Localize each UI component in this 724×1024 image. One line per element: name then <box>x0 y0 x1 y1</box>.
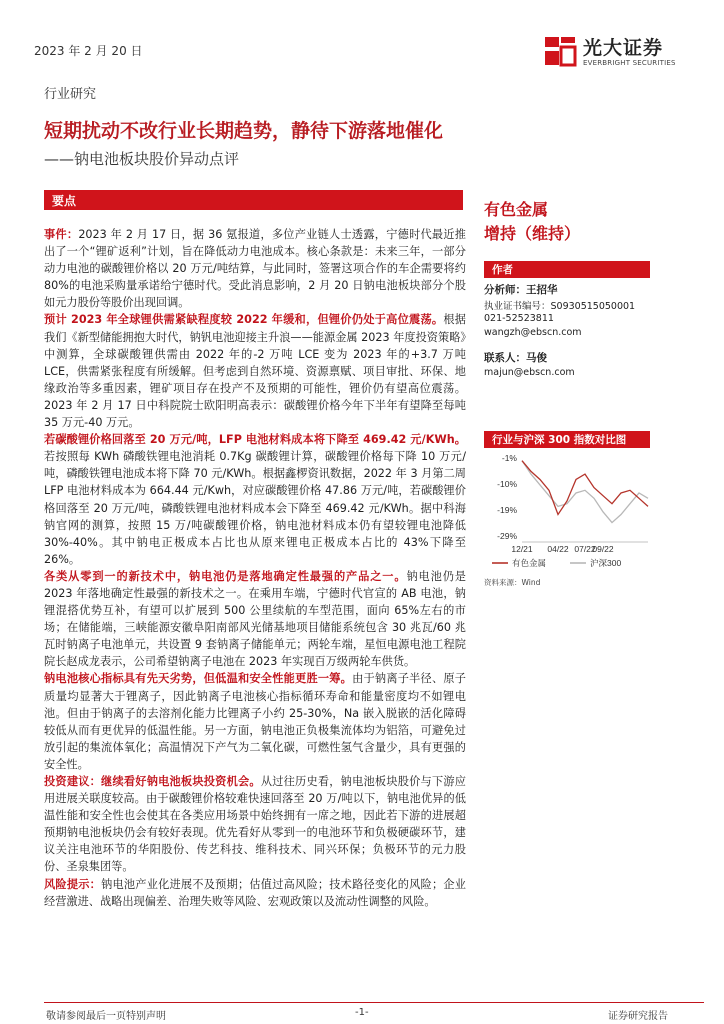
page-number: -1- <box>355 1007 369 1018</box>
y-tick-label: -19% <box>497 505 517 515</box>
footer-report-type: 证券研究报告 <box>608 1011 668 1022</box>
paragraph-event <box>44 226 466 311</box>
paragraph-lead: 投资建议：继续看好钠电池板块投资机会。 <box>44 775 261 788</box>
paragraph-text: 钠电池产业化进展不及预期；估值过高风险；技术路径变化的风险；企业经营激进、战略出现偏差、治理失败等风险、宏观政策以及流动性调整的风险。 <box>44 877 466 908</box>
paragraph-lead: 若碳酸锂价格回落至 20 万元/吨，LFP 电池材料成本将下降至 469.42 元/KWh。 <box>44 433 466 447</box>
report-category: 行业研究 <box>44 87 97 102</box>
brand-name-en: EVERBRIGHT SECURITIES <box>583 59 676 67</box>
paragraph-risk <box>44 876 466 910</box>
paragraph-text: 根据我们《新型储能拥抱大时代，钠钒电池迎接主升浪——能源金属 2023 年度投资策略》中测算，全球碳酸锂供需由 2022 年的-2 万吨 LCE 变为 2023 年的+3.7 万吨 LCE，供需紧张程度有所缓解。但考虑到自然环境、资源禀赋、项目审批、环保、地缘政治等多重因素，锂矿项目存在投产不及预期的可能性，锂价仍有望高位震荡。2023 年 2 月 17 日中科院院士欧阳明高表示：碳酸锂价格今年下半年有望降至每吨 35 万元-40 万元。 <box>44 313 466 430</box>
paragraph-text: 由于钠离子半径、原子质量均显著大于锂离子，因此钠离子电池核心指标循环寿命和能量密度均不如锂电池。但由于钠离子的去溶剂化能力比锂离子小约 25-30%，Na 嵌入脱嵌的活化障碍较低从而有更优异的低温性能。另一方面，钠电池正负极集流体均为铝箔，可避免过放引起的集流体氧化；高温情况下产气为二氧化碳，可燃性氢气含量少，具有更强的安全性。 <box>44 672 466 771</box>
paragraph-lead: 各类从零到一的新技术中，钠电池仍是落地确定性最强的产品之一。 <box>44 569 407 583</box>
paragraph-text: 从过往历史看，钠电池板块股价与下游应用进展关联度较高。由于碳酸锂价格较难快速回落至 20 万/吨以下，钠电池优异的低温性能和安全性也会使其在各类应用场景中始终拥有一席之地，因此若下游的进展超预期钠电池板块仍会有较好表现。优先看好从零到一的电池环节和负极硬碳环节，建议关注电池环节的华阳股份、传艺科技、维科技术、同兴环保；负极环节的元力股份、圣泉集团等。 <box>44 775 466 874</box>
paragraph-text: 钠电池仍是 2023 年落地确定性最强的新技术之一。在乘用车端，宁德时代官宣的 AB 电池，钠锂混搭优势互补，有望可以扩展到 500 公里续航的车型范围，面向 65%左右的市场；在储能端，三峡能源安徽阜阳南部风光储基地项目储能系统包含 30 兆瓦/60 兆瓦时钠离子电池单元，共设置 9 套钠离子储能单元；两轮车端，星恒电源电池工程院院长赵成龙表示，公司希望钠离子电池在 2023 年实现百万级两轮车供货。 <box>44 569 466 669</box>
series-line-industry <box>522 461 648 515</box>
legend-label: 有色金属 <box>512 558 547 568</box>
footer-disclaimer: 敬请参阅最后一页特别声明 <box>46 1011 166 1022</box>
summary-label: 要点 <box>52 194 77 208</box>
analyst-phone: 021-52523811 <box>484 313 554 324</box>
x-tick-label: 12/21 <box>511 544 533 554</box>
analyst-email[interactable]: wangzh@ebscn.com <box>484 327 582 338</box>
summary-body <box>44 226 466 910</box>
paragraph-lithium-supply <box>44 311 466 431</box>
brand-logo <box>543 31 693 75</box>
footer-divider <box>44 1002 704 1003</box>
report-title: 短期扰动不改行业长期趋势，静待下游落地催化 <box>44 120 444 142</box>
chart-header-bar <box>484 431 650 448</box>
x-tick-label: 09/22 <box>592 544 614 554</box>
brand-name-cn: 光大证券 <box>583 37 664 59</box>
paragraph-lead: 预计 2023 年全球锂供需紧缺程度较 2022 年缓和，但锂价仍处于高位震荡。 <box>44 313 444 327</box>
report-subtitle: ——钠电池板块股价异动点评 <box>44 150 240 168</box>
paragraph-text: 若按照每 KWh 磷酸铁锂电池消耗 0.7Kg 碳酸锂计算，碳酸锂价格每下降 10 万元/吨，磷酸铁锂电池成本将下降 70 元/KWh。根据鑫椤资讯数据，2022 年 3 月第二周 LFP 电池材料成本为 664.44 元/Kwh，对应碳酸锂价格 47.86 万元/吨，若碳酸锂价格回落至 20 万元/吨，磷酸铁锂电池材料成本会下降至 469.42 元/KWh。据中科海钠官网的测算，按照 15 万/吨碳酸锂价格，钠电池材料成本仍有望较锂电池降低 30%-40%。其中钠电正极成本占比也从原来锂电正极成本占比的 43%下降至 26%。 <box>44 450 466 566</box>
paragraph-lfp-cost <box>44 431 466 568</box>
paragraph-text: 2023 年 2 月 17 日，据 36 氪报道，多位产业链人士透露，宁德时代最近推出了一个“锂矿返利”计划，旨在降低动力电池成本。核心条款是：未来三年，一部分动力电池的碳酸锂价格以 20 万元/吨结算，与此同时，签署这项合作的车企需要将约 80%的电池采购量承诺给宁德时代。受此消息影响，2 月 20 日钠电池板块部分个股如元力股份等股价出现回调。 <box>44 228 466 310</box>
summary-header-bar <box>44 190 463 210</box>
contact-email[interactable]: majun@ebscn.com <box>484 367 575 378</box>
paragraph-lead: 事件： <box>44 228 79 241</box>
x-tick-label: 04/22 <box>547 544 569 554</box>
paragraph-performance <box>44 670 466 773</box>
y-tick-label: -29% <box>497 531 517 541</box>
y-tick-label: -1% <box>501 453 517 463</box>
industry-name: 有色金属 <box>484 200 549 219</box>
paragraph-new-tech <box>44 568 466 671</box>
industry-rating: 增持（维持） <box>484 224 581 243</box>
authors-header-bar <box>484 261 650 278</box>
chart-label: 行业与沪深 300 指数对比图 <box>492 434 627 446</box>
contact-name: 联系人：马俊 <box>484 352 547 364</box>
analyst-cert: 执业证书编号：S0930515050001 <box>484 301 636 312</box>
paragraph-investment <box>44 773 466 876</box>
paragraph-lead: 钠电池核心指标具有先天劣势，但低温和安全性能更胜一筹。 <box>44 672 353 686</box>
logo-mark-icon <box>543 33 579 69</box>
paragraph-lead: 风险提示： <box>44 877 102 891</box>
analyst-name: 分析师：王招华 <box>484 284 558 296</box>
x-tick-label: 07/22 <box>574 544 596 554</box>
industry-vs-index-chart <box>484 450 654 575</box>
series-line-index <box>522 461 648 523</box>
y-tick-label: -10% <box>497 479 517 489</box>
authors-label: 作者 <box>492 264 513 276</box>
chart-source: 资料来源：Wind <box>484 578 541 587</box>
report-date: 2023 年 2 月 20 日 <box>34 44 143 58</box>
legend-label: 沪深300 <box>590 558 622 568</box>
